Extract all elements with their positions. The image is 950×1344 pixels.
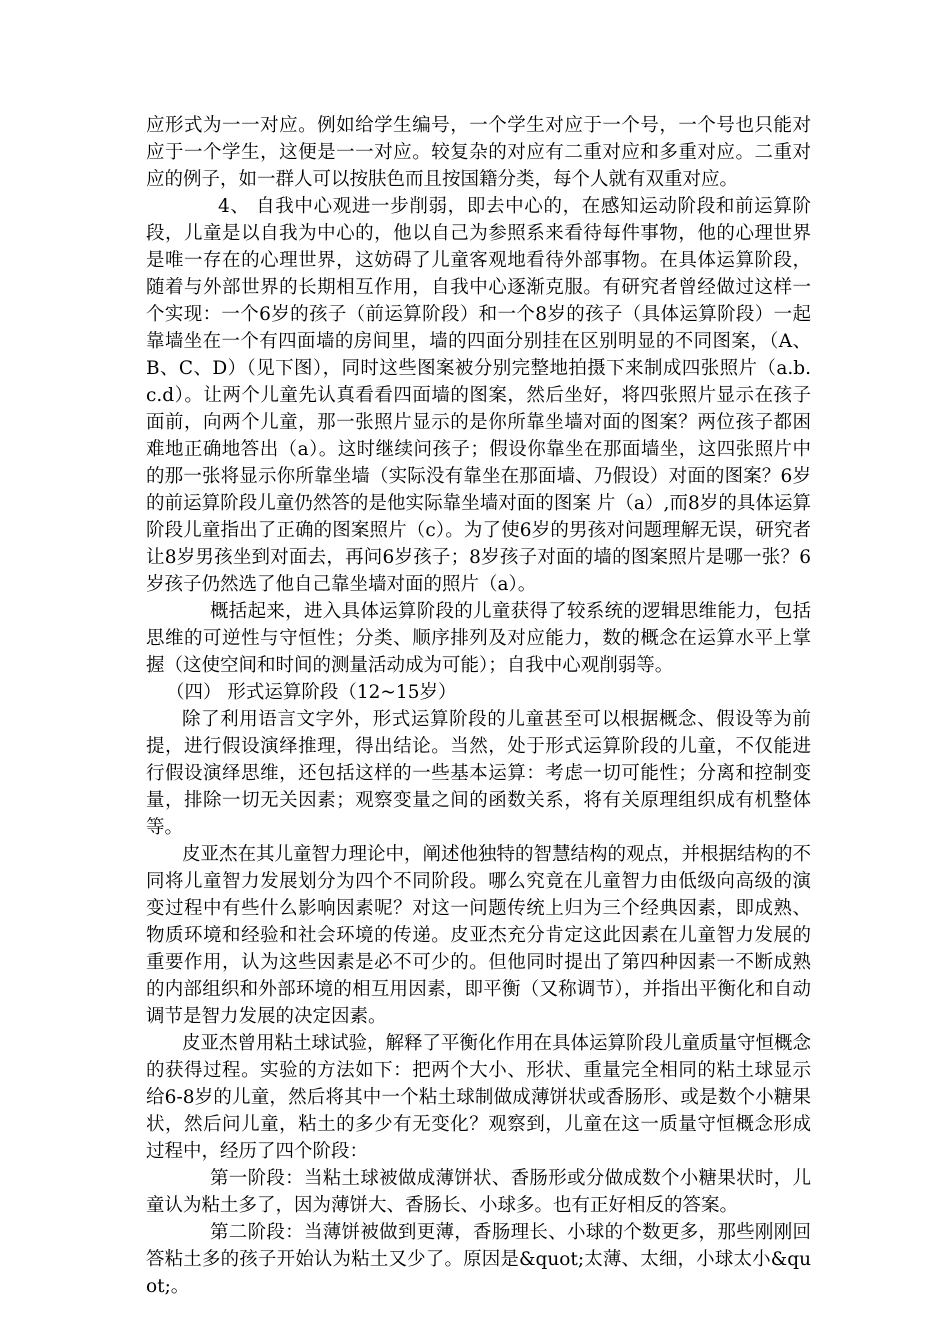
body-text — [146, 112, 811, 1300]
paragraph-summary: 概括起来，进入具体运算阶段的儿童获得了较系统的逻辑思维能力，包括思维的可逆性与守恒性；分类、顺序排列及对应能力，数的概念在运算水平上掌握（这使空间和时间的测量活动成为可能）；自我中心观削弱等。 — [146, 601, 811, 676]
paragraph-egocentrism: 4、 自我中心观进一步削弱，即去中心的，在感知运动阶段和前运算阶段，儿童是以自我为中心的，他以自己为参照系来看待每件事物，他的心理世界是唯一存在的心理世界，这妨碍了儿童客观地看待外部事物。在具体运算阶段，随着与外部世界的长期相互作用，自我中心逐渐克服。有研究者曾经做过这样一个实现：一个6岁的孩子（前运算阶段）和一个8岁的孩子（具体运算阶段）一起靠墙坐在一个有四面墙的房间里，墙的四面分别挂在区别明显的不同图案，（A、B、C、D）（见下图），同时这些图案被分别完整地拍摄下来制成四张照片（a.b.c.d）。让两个儿童先认真看看四面墙的图案，然后坐好，将四张照片显示在孩子面前，向两个儿童，那一张照片显示的是你所靠坐墙对面的图案？两位孩子都困难地正确地答出（a）。这时继续问孩子；假设你靠坐在那面墙坐，这四张照片中的那一张将显示你所靠坐墙（实际没有靠坐在那面墙、乃假设）对面的图案？6岁的前运算阶段儿童仍然答的是他实际靠坐墙对面的图案 片（a）,而8岁的具体运算阶段儿童指出了正确的图案照片（c）。为了使6岁的男孩对问题理解无误，研究者让8岁男孩坐到对面去，再问6岁孩子；8岁孩子对面的墙的图案照片是哪一张？6岁孩子仍然选了他自己靠坐墙对面的照片（a）。 — [146, 196, 811, 595]
paragraph-stage-two: 第二阶段：当薄饼被做到更薄，香肠理长、小球的个数更多，那些刚刚回答粘土多的孩子开始认为粘土又少了。原因是&quot;太薄、太细，小球太小&quot;。 — [146, 1222, 811, 1297]
paragraph-one-to-one-correspondence: 应形式为一一对应。例如给学生编号，一个学生对应于一个号，一个号也只能对应于一个学生，这便是一一对应。较复杂的对应有二重对应和多重对应。二重对应的例子，如一群人可以按肤色而且按国籍分类，每个人就有双重对应。 — [146, 115, 811, 190]
section-heading-formal-operations: （四） 形式运算阶段（12~15岁） — [166, 682, 457, 703]
paragraph-formal-operations: 除了利用语言文字外，形式运算阶段的儿童甚至可以根据概念、假设等为前提，进行假设演绎推理，得出结论。当然，处于形式运算阶段的儿童，不仅能进行假设演绎思维，还包括这样的一些基本运算：考虑一切可能性；分离和控制变量，排除一切无关因素；观察变量之间的函数关系，将有关原理组织成有机整体等。 — [146, 709, 811, 838]
paragraph-clay-experiment: 皮亚杰曾用粘土球试验，解释了平衡化作用在具体运算阶段儿童质量守恒概念的获得过程。实验的方法如下：把两个大小、形状、重量完全相同的粘土球显示给6-8岁的儿童，然后将其中一个粘土球制做成薄饼状或香肠形、或是数个小糖果状，然后问儿童，粘土的多少有无变化？观察到，儿童在这一质量守恒概念形成过程中，经历了四个阶段： — [146, 1033, 812, 1162]
paragraph-stage-one: 第一阶段：当粘土球被做成薄饼状、香肠形或分做成数个小糖果状时，儿童认为粘土多了，因为薄饼大、香肠长、小球多。也有正好相反的答案。 — [146, 1168, 811, 1216]
paragraph-piaget-factors: 皮亚杰在其儿童智力理论中，阐述他独特的智慧结构的观点，并根据结构的不同将儿童智力发展划分为四个不同阶段。哪么究竟在儿童智力由低级向高级的演变过程中有些什么影响因素呢？对这一问题传统上归为三个经典因素，即成熟、物质环境和经验和社会环境的传递。皮亚杰充分肯定这此因素在儿童智力发展的重要作用，认为这些因素是必不可少的。但他同时提出了第四种因素一不断成熟的内部组织和外部环境的相互用因素，即平衡（又称调节），并指出平衡化和自动调节是智力发展的决定因素。 — [146, 844, 812, 1027]
